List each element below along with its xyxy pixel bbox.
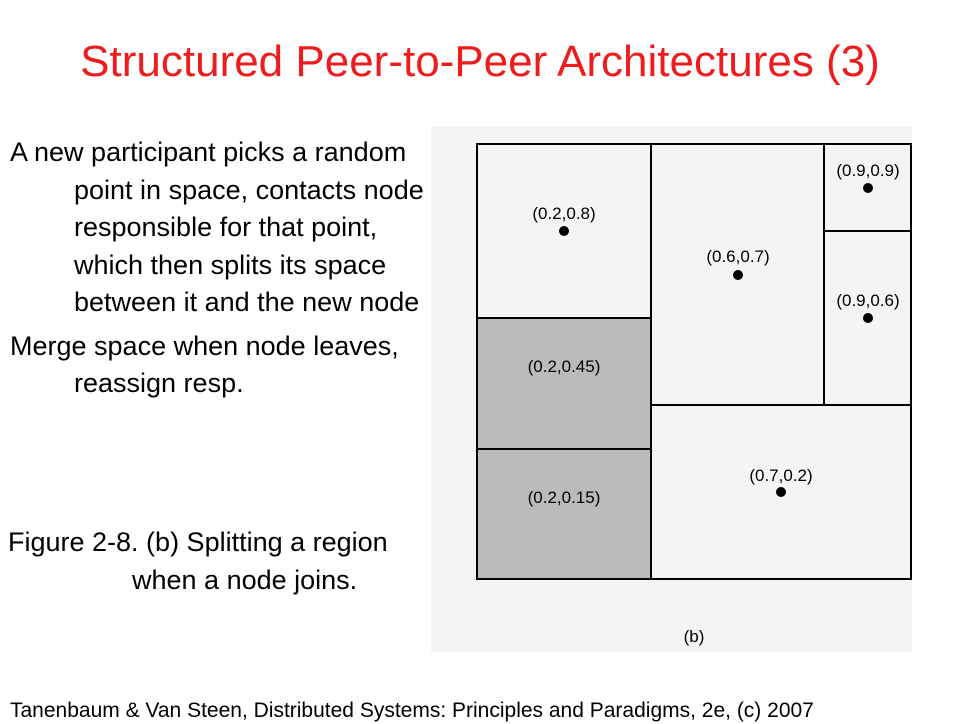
label-0.9-0.9: (0.9,0.9) — [836, 161, 900, 180]
label-0.2-0.45: (0.2,0.45) — [527, 357, 601, 376]
node-point-0.6-0.7 — [733, 270, 743, 280]
bullet-merge: Merge space when node leaves, reassign resp. — [10, 330, 399, 398]
label-0.6-0.7: (0.6,0.7) — [706, 247, 770, 266]
node-point-0.9-0.6 — [863, 313, 873, 323]
citation-footer: Tanenbaum & Van Steen, Distributed Systems: Principles and Paradigms, 2e, (c) 2007 — [10, 699, 814, 722]
label-0.7-0.2: (0.7,0.2) — [749, 466, 813, 485]
region-0.2-0.45-fill — [477, 318, 651, 449]
node-point-0.9-0.9 — [863, 183, 873, 193]
caption-line-2: when a node joins. — [132, 564, 358, 595]
region-0.2-0.15-fill — [477, 449, 651, 579]
page-title: Structured Peer-to-Peer Architectures (3) — [80, 37, 880, 86]
node-point-0.7-0.2 — [776, 487, 786, 497]
figure-sublabel: (b) — [683, 627, 705, 646]
label-0.2-0.8: (0.2,0.8) — [532, 204, 596, 223]
label-0.2-0.15: (0.2,0.15) — [527, 488, 601, 507]
caption-line-1: Figure 2-8. (b) Splitting a region — [8, 527, 388, 557]
bullet-join: A new participant picks a random point in space, contacts node responsible for that point, which then splits its space between it and the new node — [10, 137, 424, 317]
label-0.9-0.6: (0.9,0.6) — [836, 291, 900, 310]
node-point-0.2-0.8 — [559, 226, 569, 236]
